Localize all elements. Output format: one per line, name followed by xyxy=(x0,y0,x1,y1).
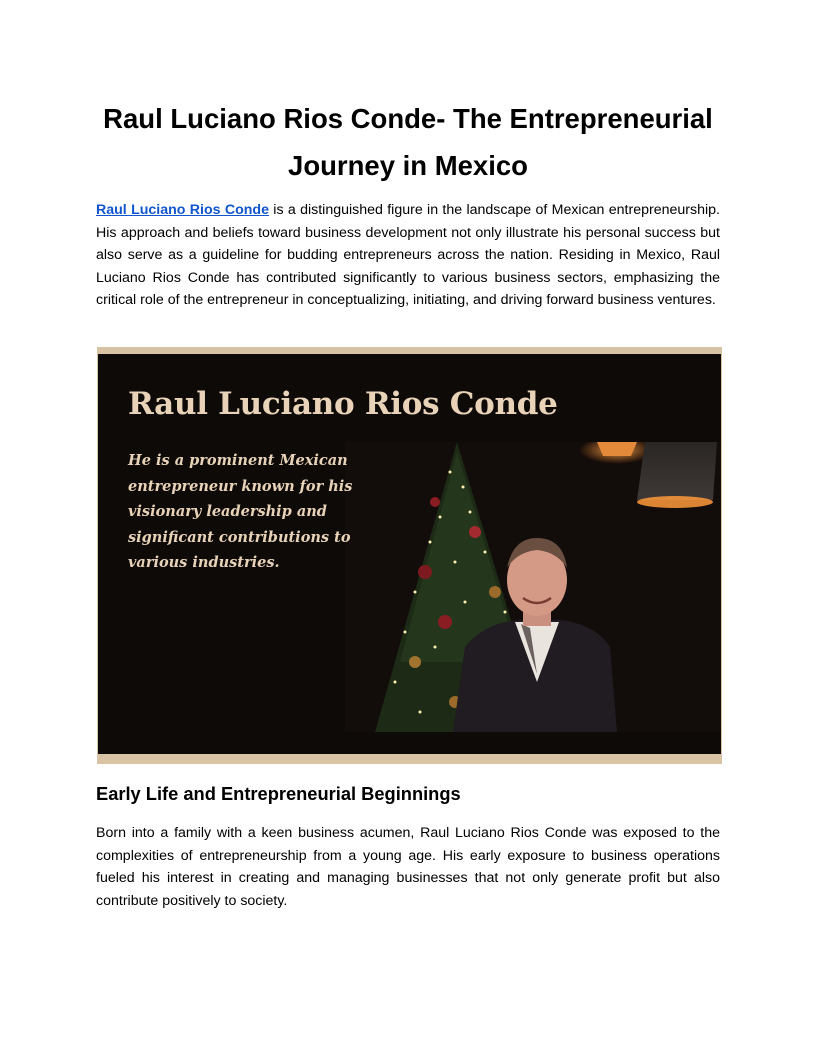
section-heading: Early Life and Entrepreneurial Beginnings xyxy=(96,783,461,804)
article-title: Raul Luciano Rios Conde- The Entrepreneurial Journey in Mexico xyxy=(103,103,713,181)
intro-paragraph xyxy=(96,199,720,312)
section-paragraph: Born into a family with a keen business acumen, Raul Luciano Rios Conde was exposed to the complexities of entrepreneurship from a young age. His early exposure to business operations fueled his interest in creating and managing businesses that not only generate profit but also contribute positively to society. xyxy=(96,825,720,909)
portrait-photo xyxy=(345,442,721,732)
banner-subtext: He is a prominent Mexican entrepreneur known for his visionary leadership and significant contributions to various industries. xyxy=(128,452,353,571)
author-link[interactable]: Raul Luciano Rios Conde xyxy=(96,202,269,218)
banner-background xyxy=(98,354,721,754)
intro-text: is a distinguished figure in the landscape of Mexican entrepreneurship. His approach and beliefs toward business development not only illustrate his personal success but also serve as a guideline for budding entrepreneurs across the nation. Residing in Mexico, Raul Luciano Rios Conde has contributed significantly to various business sectors, emphasizing the critical role of the entrepreneur in conceptualizing, initiating, and driving forward business ventures. xyxy=(96,202,720,308)
profile-banner-image xyxy=(97,347,722,764)
banner-heading: Raul Luciano Rios Conde xyxy=(128,386,558,422)
